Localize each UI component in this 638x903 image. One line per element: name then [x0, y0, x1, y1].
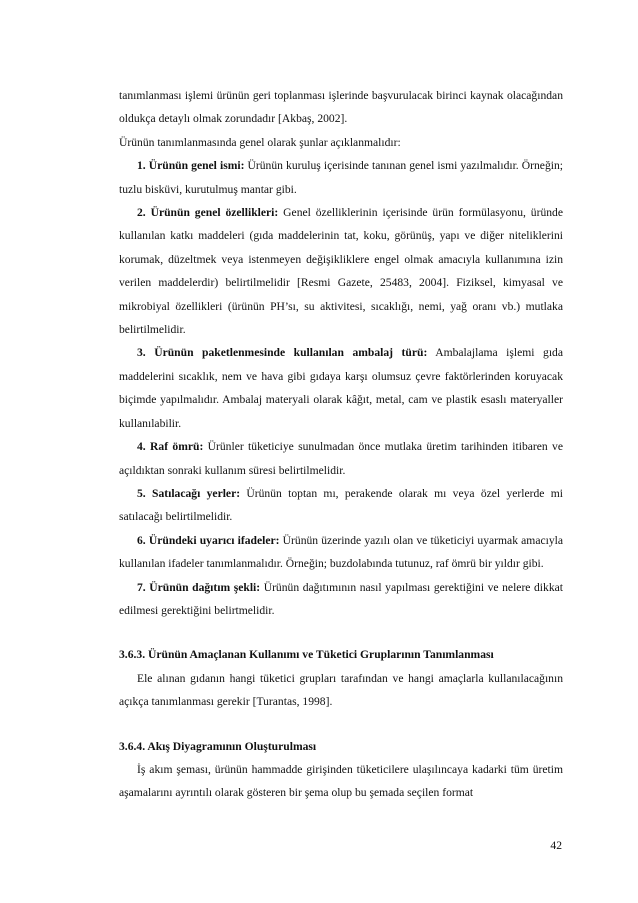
list-item-2-label: 2. Ürünün genel özellikleri: [137, 206, 279, 220]
page-number: 42 [550, 839, 562, 852]
list-item-2 [119, 201, 563, 341]
list-item-6-label: 6. Üründeki uyarıcı ifadeler: [137, 533, 280, 547]
list-item-4 [119, 435, 563, 482]
list-item-6 [119, 529, 563, 576]
section-heading-363: 3.6.3. Ürünün Amaçlanan Kullanımı ve Tüketici Gruplarının Tanımlanması [119, 648, 494, 662]
paragraph-list-intro: Ürünün tanımlanmasında genel olarak şunlar açıklanmalıdır: [119, 135, 401, 149]
list-item-1-label: 1. Ürünün genel ismi: [137, 159, 245, 173]
list-item-7-label: 7. Ürünün dağıtım şekli: [137, 580, 261, 594]
page-content [119, 84, 563, 805]
list-item-1 [119, 154, 563, 201]
list-item-1-text: Ürünün kuruluş içerisinde tanınan genel ismi yazılmalıdır. Örneğin; tuzlu bisküvi, kurutulmuş mantar gibi. [119, 159, 563, 196]
section-364-paragraph: İş akım şeması, ürünün hammadde girişinden tüketicilere ulaşılıncaya kadarki tüm üretim aşamalarını ayrıntılı olarak gösteren bir şema olup bu şemada seçilen format [119, 762, 563, 800]
list-item-3-text: Ambalajlama işlemi gıda maddelerini sıcaklık, nem ve hava gibi gıdaya karşı olumsuz çevre faktörlerinden koruyacak biçimde yapılmalıdır. Ambalaj materyali olarak kâğıt, metal, cam ve plastik esaslı materyaller kullanılabilir. [119, 346, 563, 430]
list-item-7-text: Ürünün dağıtımının nasıl yapılması gerektiğini ve nelere dikkat edilmesi gerektiğini belirtmelidir. [119, 580, 563, 617]
list-item-4-label: 4. Raf ömrü: [137, 440, 204, 454]
list-item-3 [119, 341, 563, 435]
paragraph-intro: tanımlanması işlemi ürünün geri toplanması işlerinde başvurulacak birinci kaynak olacağından oldukça detaylı olmak zorundadır [Akbaş, 2002]. [119, 89, 563, 126]
section-363-paragraph: Ele alınan gıdanın hangi tüketici grupları tarafından ve hangi amaçlarla kullanılacağının açıkça tanımlanması gerekir [Turantas, 1998]. [119, 671, 563, 709]
list-item-3-label: 3. Ürünün paketlenmesinde kullanılan ambalaj türü: [137, 346, 428, 360]
list-item-7 [119, 576, 563, 623]
list-item-4-text: Ürünler tüketiciye sunulmadan önce mutlaka üretim tarihinden itibaren ve açıldıktan sonraki kullanım süresi belirtilmelidir. [119, 440, 563, 477]
list-item-5 [119, 482, 563, 529]
section-heading-364: 3.6.4. Akış Diyagramının Oluşturulması [119, 739, 317, 753]
list-item-2-text: Genel özelliklerinin içerisinde ürün formülasyonu, üründe kullanılan katkı maddeleri (gıda maddelerinin tat, koku, görünüş, yapı ve diğer niteliklerini korumak, düzeltmek veya istenmeyen değişikliklere engel olmak amacıyla kullanımına izin verilen maddelerdir) belirtilmelidir [Resmi Gazete, 25483, 2004]. Fiziksel, kimyasal ve mikrobiyal özellikleri (ürünün PH’sı, su aktivitesi, sıcaklığı, nemi, yağ oranı vb.) mutlaka belirtilmelidir. [119, 206, 563, 337]
list-item-5-text: Ürünün toptan mı, perakende olarak mı veya özel yerlerde mi satılacağı belirtilmelidir. [119, 486, 563, 524]
list-item-5-label: 5. Satılacağı yerler: [137, 486, 241, 500]
list-item-6-text: Ürünün üzerinde yazılı olan ve tüketiciyi uyarmak amacıyla kullanılan ifadeler tanımlanmalıdır. Örneğin; buzdolabında tutunuz, raf ömrü bir yıldır gibi. [119, 533, 563, 571]
